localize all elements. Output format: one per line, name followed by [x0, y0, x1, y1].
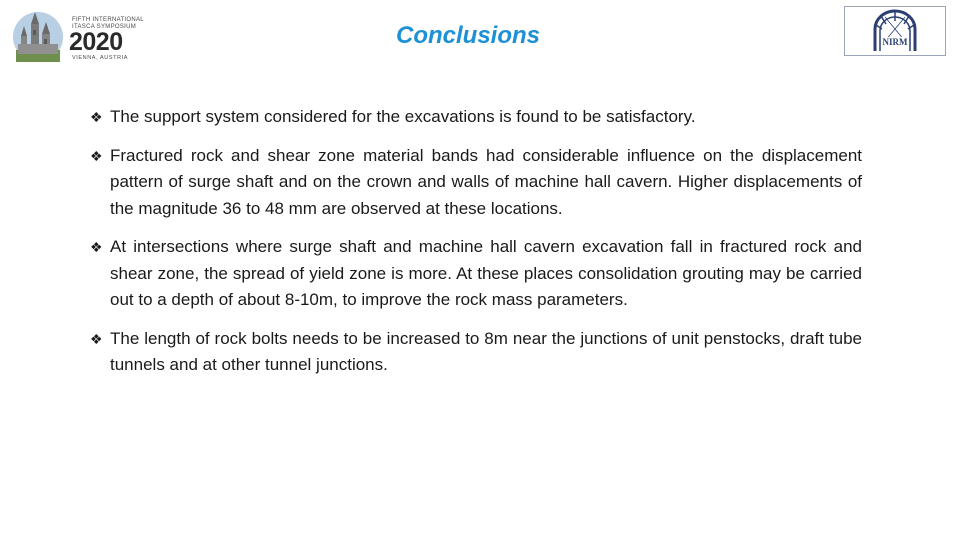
- diamond-bullet-icon: ❖: [90, 239, 103, 255]
- list-item-text: The length of rock bolts needs to be increased to 8m near the junctions of unit penstocks, draft tube tunnels and at other tunnel junctions.: [110, 328, 862, 374]
- list-item-text: Fractured rock and shear zone material bands had considerable influence on the displacement pattern of surge shaft and on the crown and walls of machine hall cavern. Higher displacements of the magnitude 36 to 48 mm are observed at these locations.: [110, 145, 862, 218]
- list-item: [90, 104, 862, 131]
- conclusions-list: [90, 104, 862, 391]
- list-item-text: At intersections where surge shaft and machine hall cavern excavation fall in fractured rock and shear zone, the spread of yield zone is more. At these places consolidation grouting may be carried out to a depth of about 8-10m, to improve the rock mass parameters.: [110, 237, 862, 309]
- symposium-line1: FIFTH INTERNATIONAL: [72, 17, 144, 23]
- list-item-text: The support system considered for the excavations is found to be satisfactory.: [110, 107, 696, 126]
- list-item: [90, 326, 862, 379]
- symposium-line2: ITASCA SYMPOSIUM: [72, 24, 137, 30]
- page-title: Conclusions: [395, 22, 540, 49]
- nirm-arch-icon: [845, 7, 945, 55]
- diamond-bullet-icon: ❖: [90, 109, 103, 125]
- diamond-bullet-icon: ❖: [90, 330, 103, 347]
- symposium-location: VIENNA, AUSTRIA: [72, 55, 129, 61]
- list-item: [90, 234, 862, 314]
- diamond-bullet-icon: ❖: [90, 147, 103, 164]
- list-item: [90, 143, 862, 223]
- nirm-logo: [844, 6, 946, 56]
- nirm-logo-text: NIRM: [882, 37, 908, 47]
- symposium-year: 2020: [69, 28, 123, 56]
